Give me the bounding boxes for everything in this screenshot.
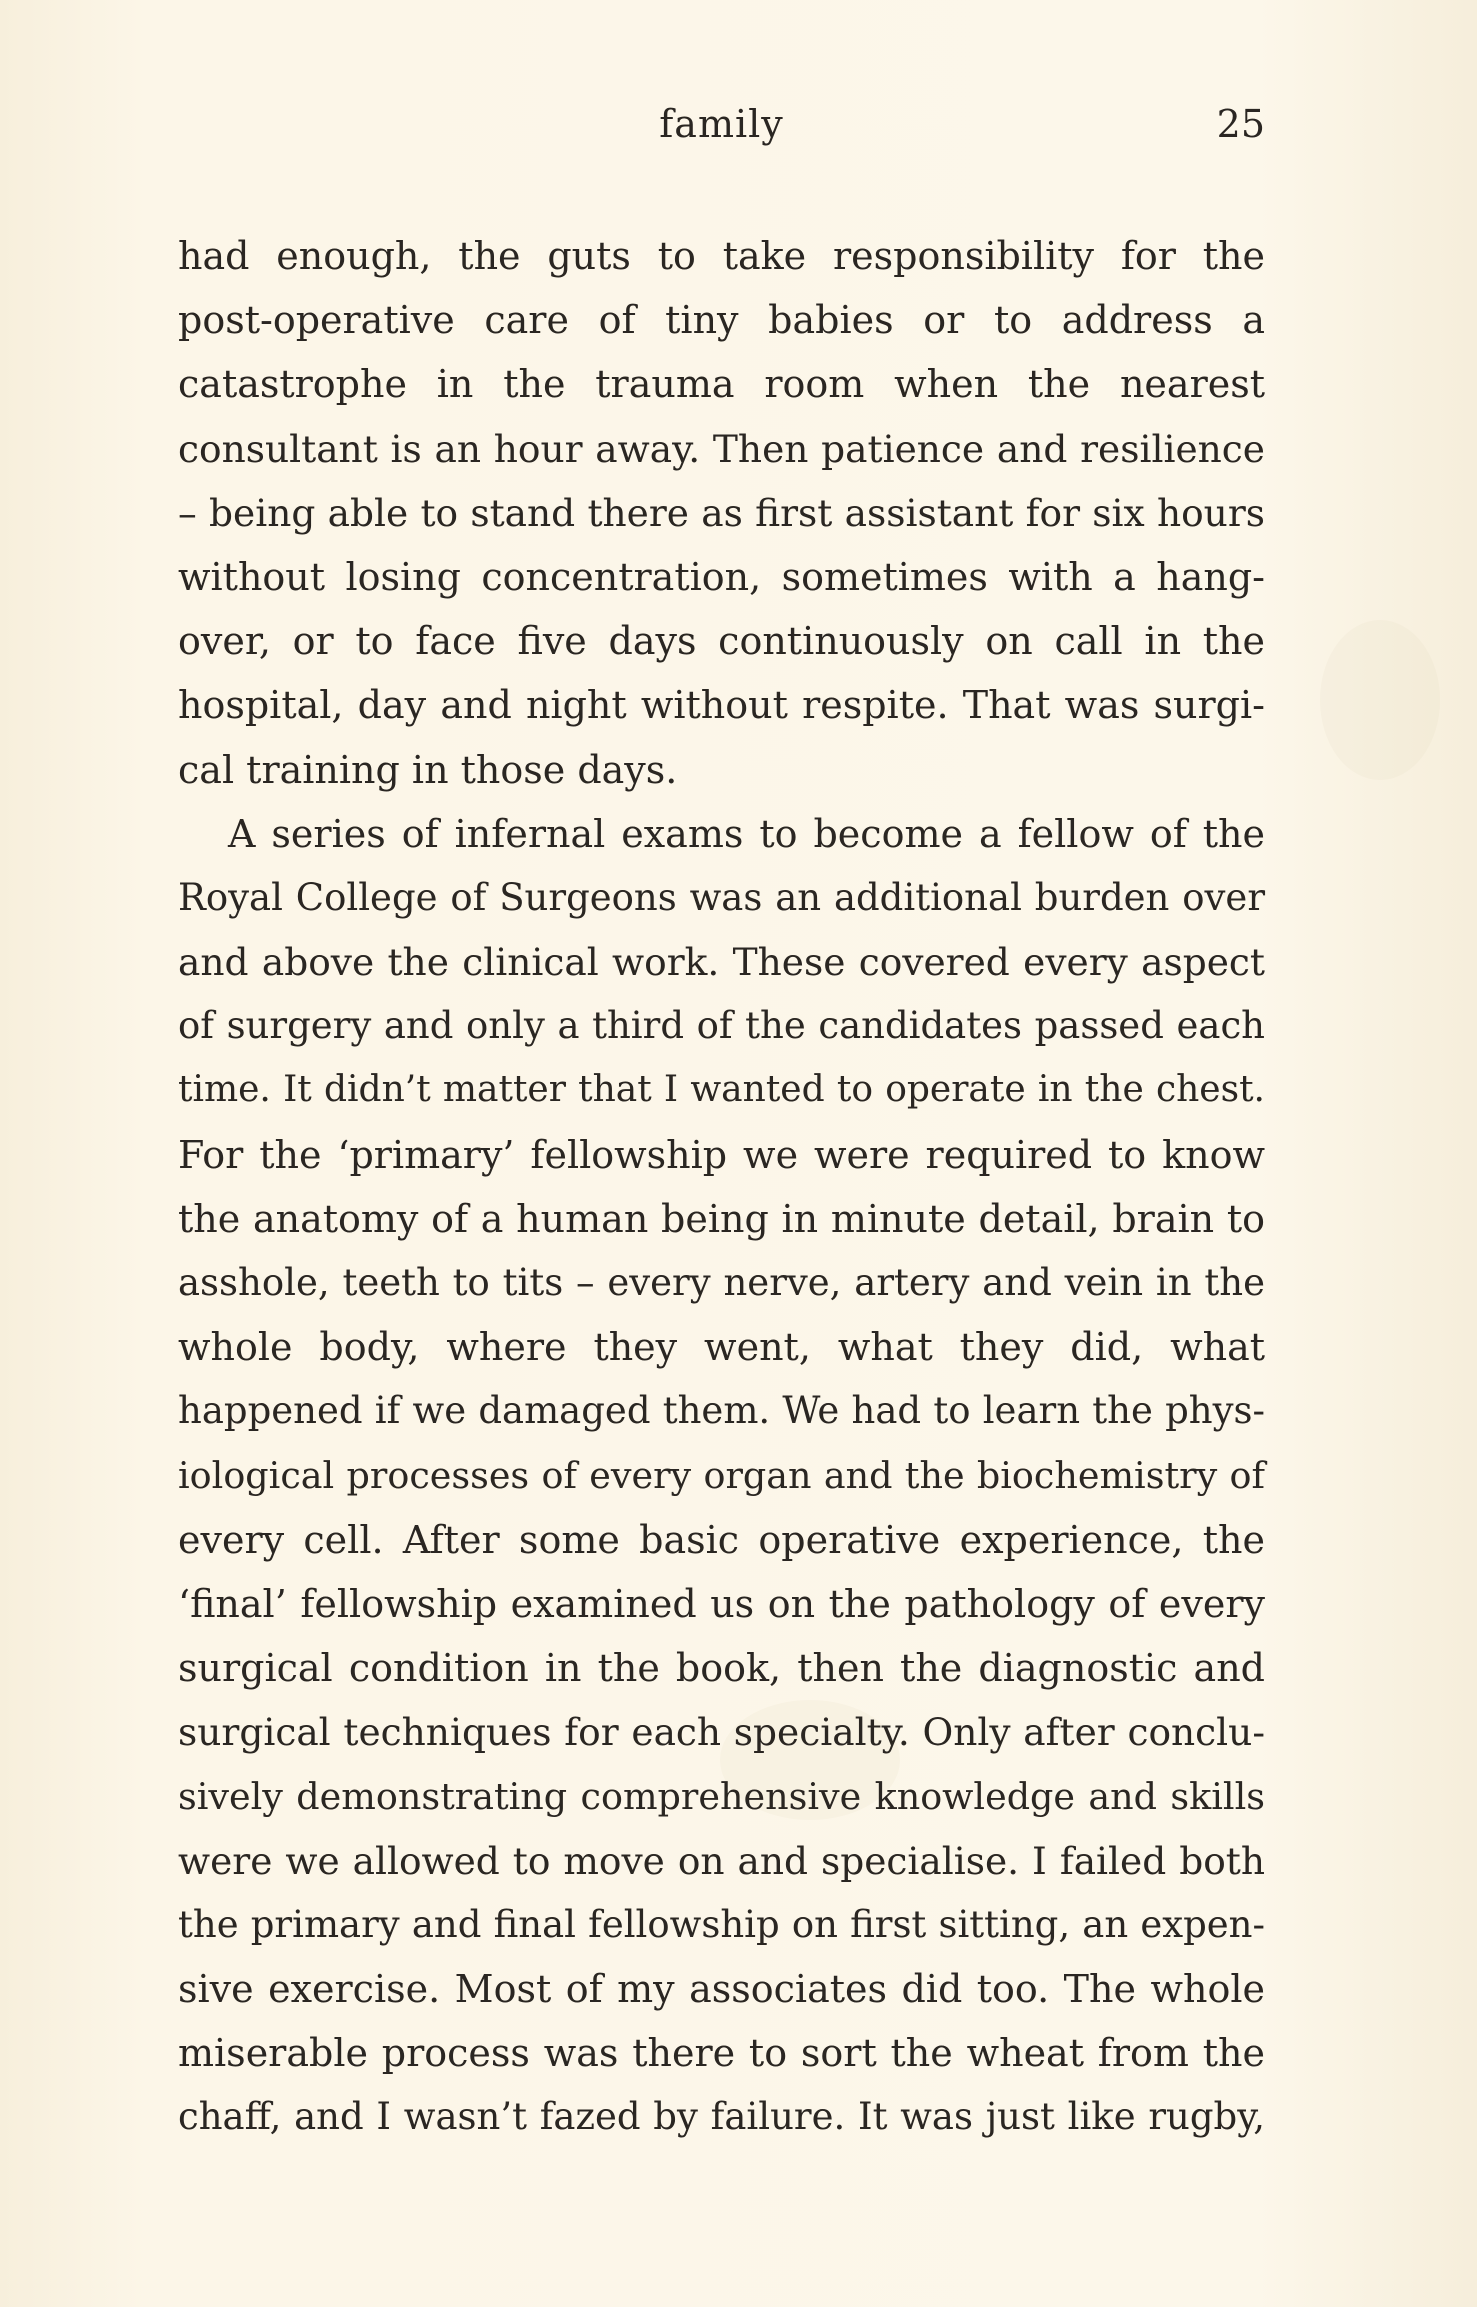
running-head [178,94,1265,154]
text-line: Royal College of Surgeons was an additional burden over [178,875,1265,919]
text-line: whole body, where they went, what they did, what [178,1325,1265,1370]
text-line: without losing concentration, sometimes with a hang- [178,554,1265,599]
text-line: time. It didn’t matter that I wanted to operate in the chest. [178,1069,1265,1111]
text-line-paragraph-end: cal training in those days. [178,747,678,792]
text-line: every cell. After some basic operative experience, the [178,1517,1265,1562]
text-line: happened if we damaged them. We had to learn the phys- [178,1389,1265,1433]
text-line: consultant is an hour away. Then patience and resilience [178,426,1265,471]
text-line: sively demonstrating comprehensive knowledge and skills [178,1774,1265,1818]
text-line: post-operative care of tiny babies or to address a [178,298,1265,343]
text-line: of surgery and only a third of the candidates passed each [178,1004,1265,1048]
text-line: surgical condition in the book, then the diagnostic and [178,1646,1265,1691]
text-line-paragraph-start: A series of infernal exams to become a fellow of the [228,811,1265,856]
running-title: family [659,102,784,146]
text-line: asshole, teeth to tits – every nerve, artery and vein in the [178,1261,1265,1304]
paper-stain [1320,620,1440,780]
text-line: over, or to face five days continuously on call in the [178,619,1265,664]
text-line: ‘final’ fellowship examined us on the pathology of every [178,1581,1265,1626]
text-line: For the ‘primary’ fellowship we were required to know [178,1132,1265,1177]
text-line: hospital, day and night without respite. That was surgi- [178,683,1265,728]
text-line: had enough, the guts to take responsibility for the [178,234,1265,278]
text-line: were we allowed to move on and specialise. I failed both [178,1838,1265,1883]
text-line: catastrophe in the trauma room when the nearest [178,362,1265,407]
text-line: iological processes of every organ and the biochemistry of [178,1453,1265,1497]
page-number: 25 [1216,102,1265,146]
text-line: miserable process was there to sort the wheat from the [178,2031,1265,2076]
text-line: the primary and final fellowship on first sitting, an expen- [178,1902,1265,1946]
text-line: – being able to stand there as first assistant for six hours [178,490,1265,535]
text-line: chaff, and I wasn’t fazed by failure. It was just like rugby, [178,2095,1265,2139]
text-line: sive exercise. Most of my associates did too. The whole [178,1967,1265,2012]
text-line: and above the clinical work. These covered every aspect [178,940,1265,985]
body-text [178,224,1265,2150]
text-line: the anatomy of a human being in minute detail, brain to [178,1196,1265,1241]
text-line: surgical techniques for each specialty. Only after conclu- [178,1710,1265,1755]
